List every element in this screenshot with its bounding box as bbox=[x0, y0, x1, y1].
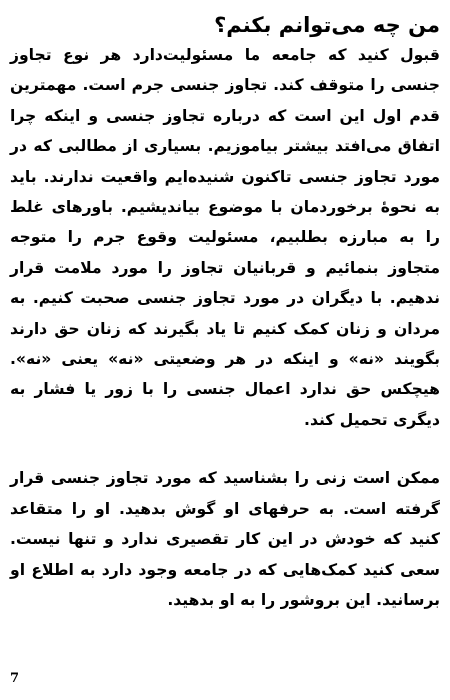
paragraph-support: ممکن است زنی را بشناسید که مورد تجاوز جنسی قرار گرفته است. به حرفهای او گوش بدهید. او را متقاعد کنید که خودش در این کار تقصیری ندارد و تنها نیست. سعی کنید کمک‌هایی که در جامعه وجود دارد به اطلاع او برسانید. این بروشور را به او بدهید. bbox=[10, 469, 440, 609]
page-number: 7 bbox=[10, 671, 20, 686]
section-heading: من چه می‌توانم بکنم؟ bbox=[214, 13, 440, 37]
paragraph-responsibility: قبول کنید که جامعه ما مسئولیت‌دارد هر نوع تجاوز جنسی را متوقف کند. تجاوز جنسی جرم است. مهمترین قدم اول این است که درباره تجاوز جنسی و اینکه چرا اتفاق می‌افتد بیشتر بیاموزیم. بسیاری از مطالبی که در مورد تجاوز جنسی تاکنون شنیده‌ایم واقعیت ندارند. باید به نحوهٔ برخوردمان با موضوع بیاندیشیم. باورهای غلط را به مبارزه بطلبیم، مسئولیت وقوع جرم را متوجه متجاوز بنمائیم و قربانیان تجاوز را مورد ملامت قرار ندهیم. با دیگران در مورد تجاوز جنسی صحبت کنیم. به مردان و زنان کمک کنیم تا یاد بگیرند که زنان حق دارند بگویند «نه» و اینکه در هر وضعیتی «نه» یعنی «نه». هیچکس حق ندارد اعمال جنسی را با زور یا فشار به دیگری تحمیل کند. bbox=[10, 46, 440, 429]
document-page bbox=[10, 10, 440, 690]
